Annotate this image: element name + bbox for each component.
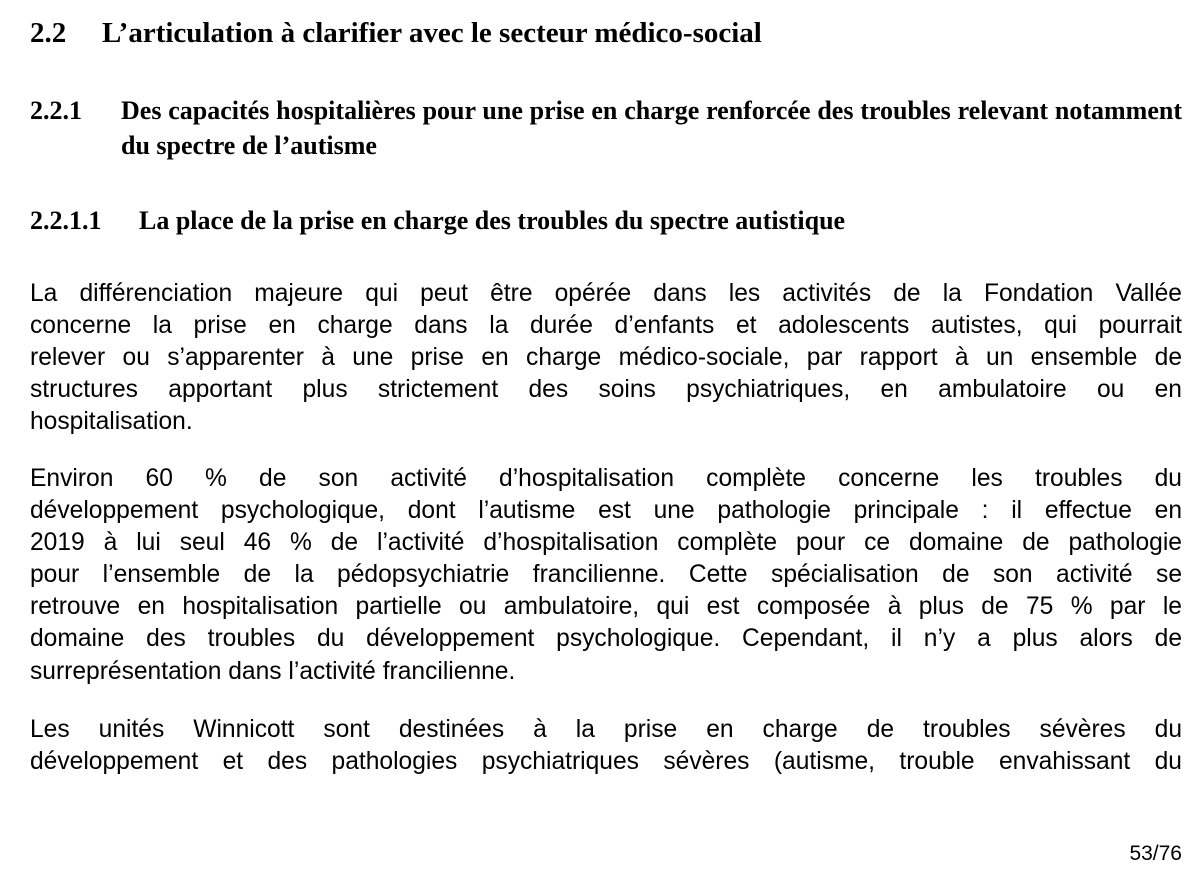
paragraph-winnicott bbox=[30, 714, 1182, 778]
section-number: 2.2.1 bbox=[30, 96, 82, 125]
section-heading-2-2-1 bbox=[30, 93, 1182, 163]
paragraph-line: pour l’ensemble de la pédopsychiatrie francilienne. Cette spécialisation de son activité se bbox=[30, 561, 1182, 589]
paragraph-line: Environ 60 % de son activité d’hospitalisation complète concerne les troubles du bbox=[30, 465, 1182, 492]
paragraph-line: La différenciation majeure qui peut être opérée dans les activités de la Fondation Vallée bbox=[30, 280, 1182, 307]
paragraph-line: développement et des pathologies psychiatriques sévères (autisme, trouble envahissant du bbox=[30, 748, 1182, 776]
paragraph-line: Les unités Winnicott sont destinées à la prise en charge de troubles sévères du bbox=[30, 716, 1182, 743]
section-title: L’articulation à clarifier avec le secteur médico-social bbox=[102, 17, 762, 49]
section-heading-2-2 bbox=[30, 14, 762, 52]
paragraph-activite bbox=[30, 463, 1182, 688]
page-number: 53/76 bbox=[1129, 842, 1182, 865]
paragraph-line: relever ou s’apparenter à une prise en charge médico-sociale, par rapport à un ensemble de bbox=[30, 344, 1182, 372]
paragraph-line: retrouve en hospitalisation partielle ou ambulatoire, qui est composée à plus de 75 % par le bbox=[30, 593, 1182, 621]
paragraph-line: domaine des troubles du développement psychologique. Cependant, il n’y a plus alors de bbox=[30, 625, 1182, 653]
paragraph-line: 2019 à lui seul 46 % de l’activité d’hospitalisation complète pour ce domaine de pathologie bbox=[30, 529, 1182, 557]
section-number: 2.2 bbox=[30, 17, 67, 49]
paragraph-line: développement psychologique, dont l’autisme est une pathologie principale : il effectue en bbox=[30, 497, 1182, 525]
section-heading-2-2-1-1 bbox=[30, 203, 845, 238]
paragraph-line: hospitalisation. bbox=[30, 408, 193, 436]
paragraph-differenciation bbox=[30, 278, 1182, 438]
paragraph-line: surreprésentation dans l’activité francilienne. bbox=[30, 657, 516, 685]
paragraph-line: structures apportant plus strictement des soins psychiatriques, en ambulatoire ou en bbox=[30, 376, 1182, 404]
section-number: 2.2.1.1 bbox=[30, 206, 102, 235]
paragraph-line: concerne la prise en charge dans la durée d’enfants et adolescents autistes, qui pourrait bbox=[30, 312, 1182, 340]
section-title: Des capacités hospitalières pour une prise en charge renforcée des troubles relevant notamment du spectre de l’autisme bbox=[121, 96, 1182, 160]
section-title: La place de la prise en charge des troubles du spectre autistique bbox=[139, 206, 846, 235]
